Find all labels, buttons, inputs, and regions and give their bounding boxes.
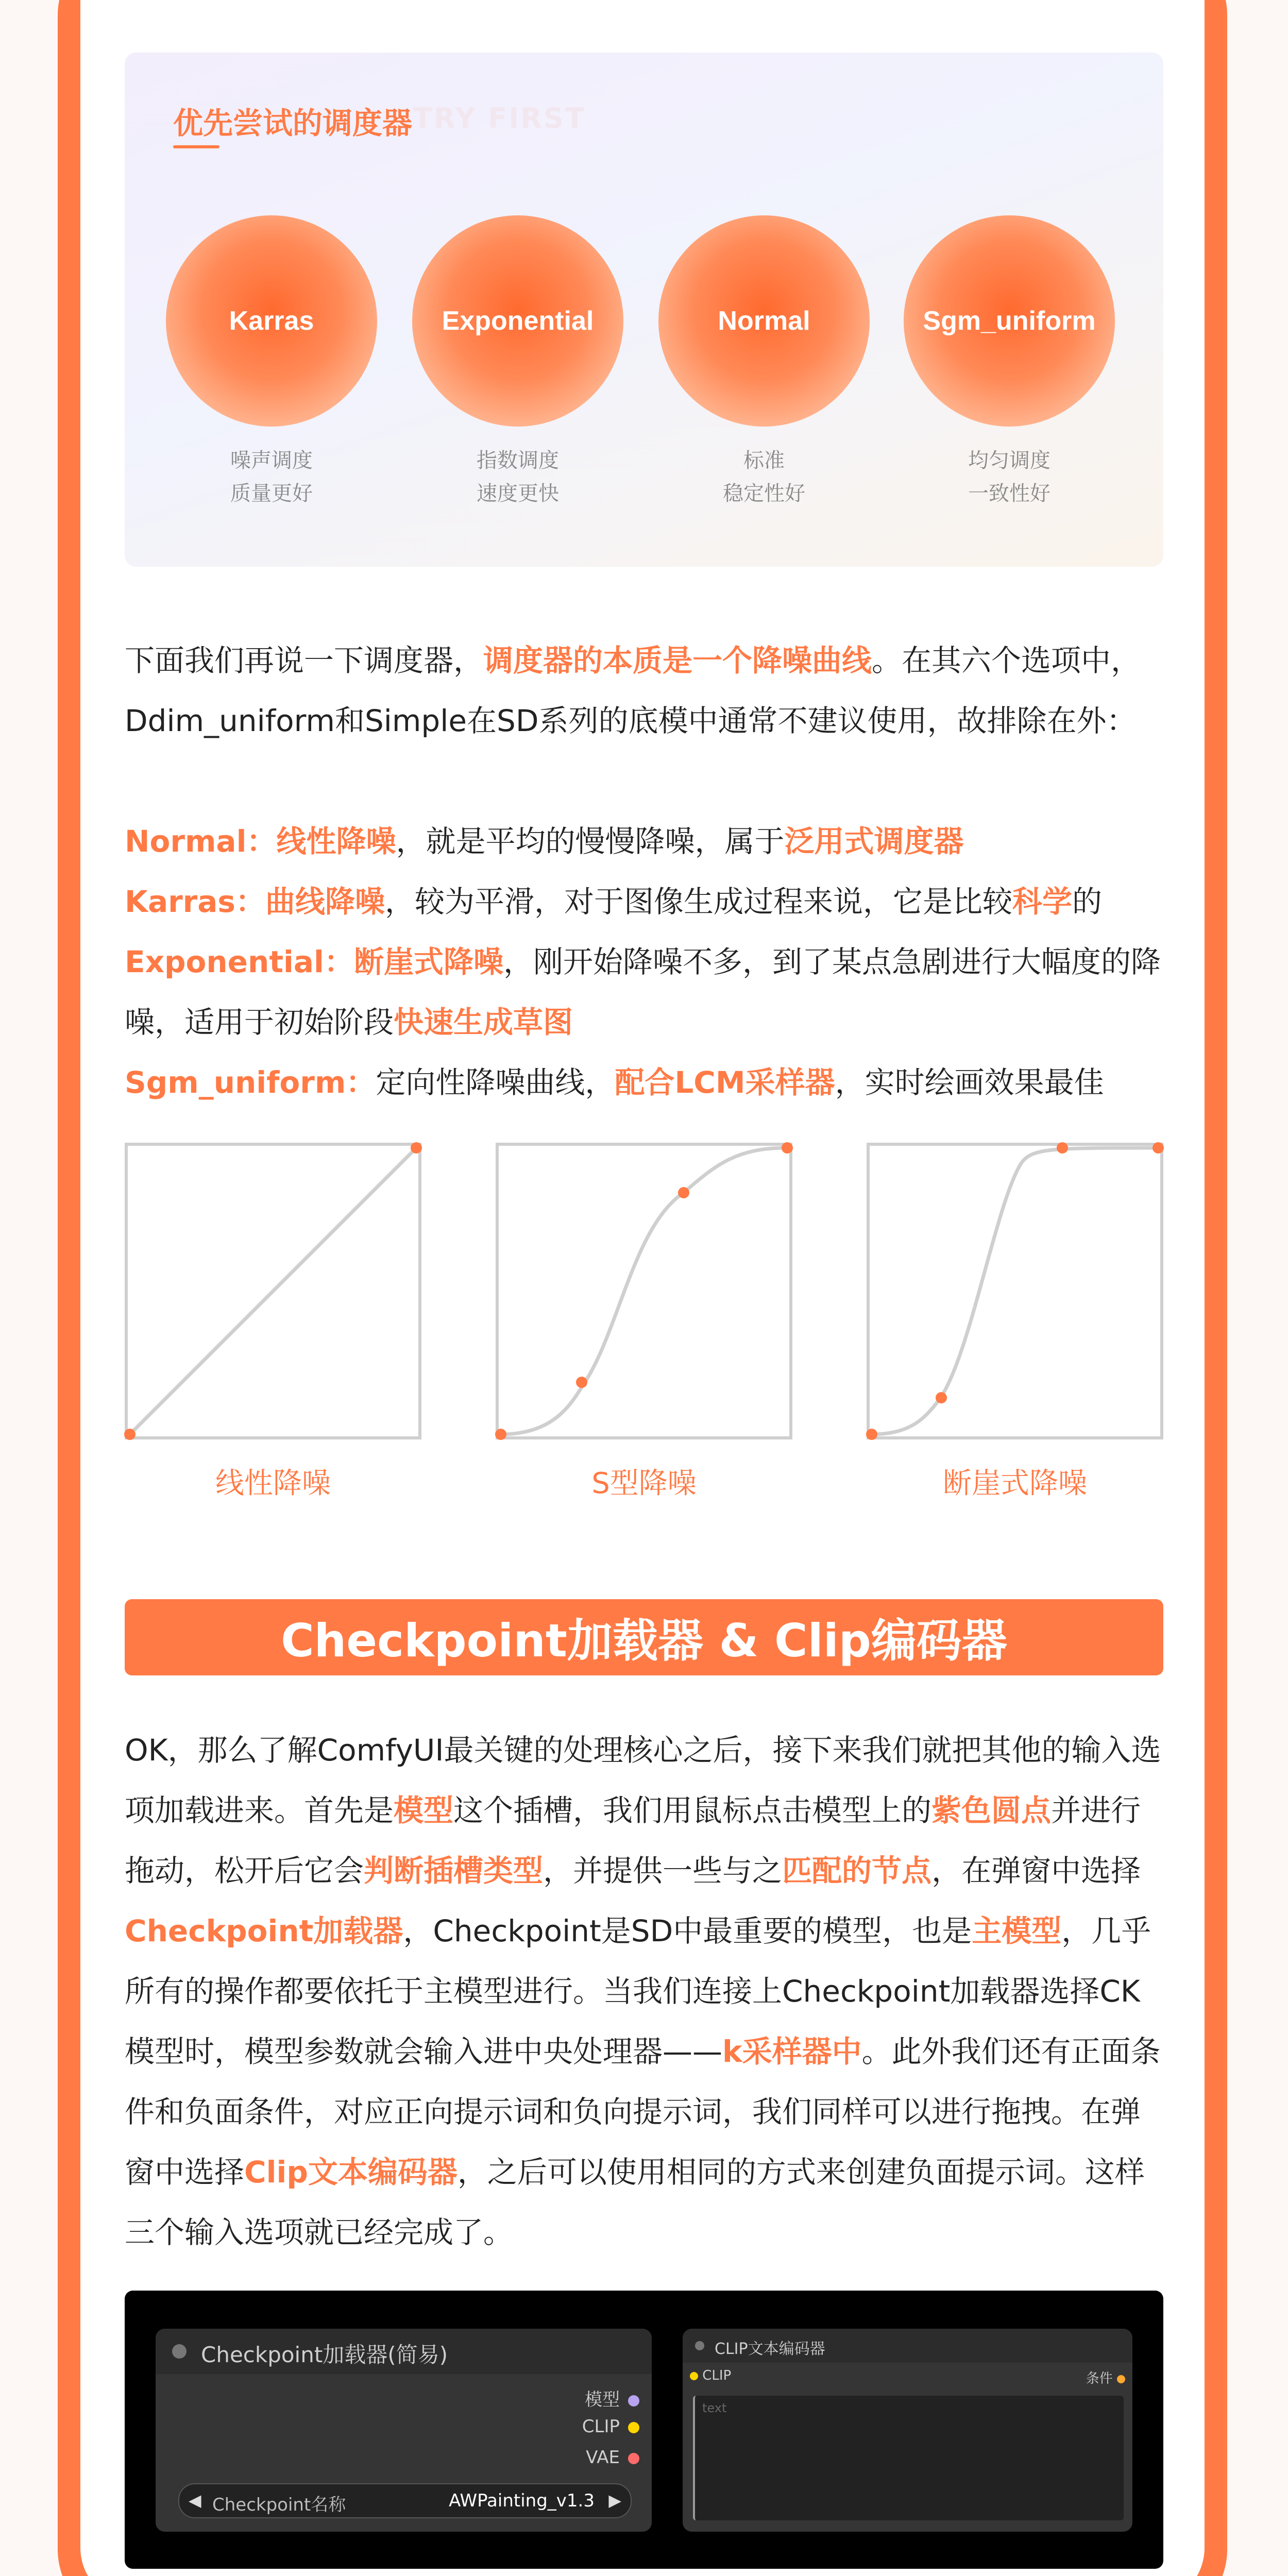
scheduler-circle-sgm-uniform: [904, 215, 1115, 427]
highlight: k采样器中: [722, 2034, 862, 2069]
highlight: 紫色圆点: [931, 1793, 1052, 1828]
linear-curve-diagram: [125, 1143, 421, 1439]
node-title: CLIP文本编码器: [715, 2340, 825, 2358]
linear-curve: [130, 1148, 416, 1434]
section-banner: Checkpoint加载器 & Clip编码器: [125, 1599, 1163, 1675]
curve-label: 断崖式降噪: [943, 1467, 1087, 1500]
highlight: 模型: [394, 1793, 454, 1828]
prompt-textarea[interactable]: [693, 2396, 1124, 2520]
clip-input-socket-icon[interactable]: [690, 2372, 698, 2380]
node-header[interactable]: [683, 2329, 1132, 2363]
scheduler-desc: [166, 444, 377, 510]
curve-point: [936, 1392, 947, 1403]
scheduler-desc: [412, 444, 623, 510]
highlight: 匹配的节点: [782, 1853, 932, 1888]
curve-label: S型降噪: [591, 1467, 697, 1500]
s-curve: [501, 1148, 787, 1434]
scheduler-desc: [904, 444, 1115, 510]
curve-label: 线性降噪: [215, 1467, 331, 1500]
highlight: 曲线降噪: [265, 884, 385, 919]
curve-point: [678, 1187, 689, 1198]
text: 这个插槽，我们用鼠标点击模型上的: [453, 1793, 932, 1828]
collapse-dot-icon[interactable]: [695, 2341, 704, 2350]
node-header[interactable]: [156, 2329, 652, 2374]
highlight: 判断插槽类型: [364, 1853, 544, 1888]
curve-point: [124, 1429, 135, 1440]
input-label: CLIP: [702, 2368, 732, 2383]
curve-point: [1057, 1142, 1068, 1154]
text: ，之后可以使用相同的方式来创建负面提示词。这样三个输入选项就已经完成了。: [125, 2155, 1145, 2250]
conditioning-socket-icon[interactable]: [1117, 2375, 1125, 2383]
checkpoint-paragraph: [125, 1720, 1163, 2263]
scheduler-name: Exponential: [442, 306, 594, 336]
highlight: Clip文本编码器: [244, 2155, 457, 2190]
desc-line: 质量更好: [230, 482, 313, 505]
checkpoint-loader-node[interactable]: [156, 2329, 652, 2532]
output-vae[interactable]: [586, 2447, 639, 2468]
scheduler-name: Normal: [718, 306, 810, 336]
collapse-dot-icon[interactable]: [172, 2344, 187, 2359]
output-label: CLIP: [582, 2416, 620, 2437]
scheduler-circle-normal: [658, 215, 870, 427]
scheduler-intro-paragraph: [125, 631, 1163, 751]
scheduler-key: Normal：: [125, 824, 277, 859]
karras-line: [125, 872, 1163, 932]
text: ，Checkpoint是SD中最重要的模型，也是: [403, 1913, 972, 1948]
highlight: 断崖式降噪: [353, 944, 503, 979]
clip-socket-icon[interactable]: [628, 2422, 639, 2433]
text: ，并提供一些与之: [543, 1853, 783, 1888]
desc-line: 一致性好: [968, 482, 1050, 505]
panel-title: 优先尝试的调度器: [173, 106, 413, 141]
text: OK，那么了解ComfyUI最关键的处理核心之后，接下来我们就把其他的输入选项加载进来。首先是: [125, 1733, 1161, 1828]
highlight: 线性降噪: [276, 824, 396, 859]
widget-value: AWPainting_v1.3: [449, 2490, 595, 2511]
curve-point: [576, 1377, 587, 1388]
vae-socket-icon[interactable]: [628, 2453, 639, 2464]
text: ，在弹窗中选择: [931, 1853, 1141, 1888]
s-curve-diagram: [496, 1143, 792, 1439]
text: 下面我们再说一下调度器，: [125, 643, 484, 678]
input-clip[interactable]: [690, 2368, 731, 2383]
scheduler-desc: [658, 444, 870, 510]
highlight: Checkpoint加载器: [125, 1913, 403, 1948]
text: 。在其六个选项中，Ddim_uniform和Simple在SD系列的底模中通常不建议使用，故排除在外：: [125, 643, 1141, 738]
next-arrow-icon[interactable]: ▶: [608, 2490, 621, 2510]
scheduler-name: Karras: [229, 306, 314, 336]
curve-frame: [497, 1144, 791, 1438]
output-label: 模型: [585, 2389, 620, 2410]
desc-line: 噪声调度: [230, 449, 313, 472]
comfyui-node-screenshot: [125, 2291, 1163, 2569]
desc-line: 稳定性好: [723, 482, 805, 505]
curve-frame: [868, 1144, 1162, 1438]
clip-text-encoder-node[interactable]: [683, 2329, 1132, 2532]
highlight: 泛用式调度器: [784, 824, 964, 859]
text: ，刚开始降噪不多，到了某点急剧进行大幅度的降噪，适用于初始阶段: [125, 944, 1161, 1040]
desc-line: 速度更快: [477, 482, 559, 505]
output-label: VAE: [586, 2447, 620, 2468]
sgm-uniform-line: [125, 1053, 1163, 1113]
text: ，较为平滑，对于图像生成过程来说，它是比较: [384, 884, 1012, 919]
scheduler-key: Karras：: [125, 884, 265, 919]
curve-point: [495, 1429, 506, 1440]
scheduler-key: Sgm_uniform：: [125, 1065, 376, 1100]
scheduler-circle-exponential: [412, 215, 623, 427]
curve-point: [411, 1142, 422, 1154]
normal-line: [125, 811, 1163, 872]
widget-label: Checkpoint名称: [212, 2495, 346, 2515]
text: 并进行拖动，松开后它会: [125, 1793, 1141, 1888]
desc-line: 标准: [743, 449, 785, 472]
highlight: 快速生成草图: [394, 1005, 573, 1040]
exponential-line: [125, 932, 1163, 1053]
node-title: Checkpoint加载器(简易): [201, 2342, 448, 2367]
desc-line: 均匀调度: [968, 449, 1050, 472]
scheduler-circle-karras: [166, 215, 377, 427]
curve-point: [782, 1142, 793, 1154]
output-conditioning[interactable]: [1086, 2368, 1125, 2387]
text: ，几乎所有的操作都要依托于主模型进行。当我们连接上Checkpoint加载器选择CK模型时，模型参数就会输入进中央处理器——: [125, 1913, 1151, 2069]
scheduler-name: Sgm_uniform: [923, 306, 1096, 336]
highlight: 科学: [1012, 884, 1072, 919]
highlight: 配合LCM采样器: [615, 1065, 835, 1100]
output-label: 条件: [1086, 2371, 1113, 2386]
output-model[interactable]: [585, 2385, 639, 2411]
text: 定向性降噪曲线，: [376, 1065, 615, 1100]
title-underline: [173, 145, 219, 148]
curve-point: [1153, 1142, 1164, 1154]
text: 。此外我们还有正面条件和负面条件，对应正向提示词和负向提示词，我们同样可以进行拖拽。在弹窗中选择: [125, 2034, 1161, 2190]
highlight: 主模型: [972, 1913, 1062, 1948]
text: ，实时绘画效果最佳: [835, 1065, 1104, 1100]
steep-curve-diagram: [867, 1143, 1163, 1439]
curve-point: [866, 1429, 877, 1440]
prev-arrow-icon[interactable]: ◀: [189, 2490, 201, 2510]
checkpoint-name-selector[interactable]: [178, 2483, 632, 2518]
textarea-placeholder: text: [702, 2401, 727, 2415]
text: 的: [1072, 884, 1103, 919]
text: ，就是平均的慢慢降噪，属于: [396, 824, 785, 859]
scheduler-key: Exponential：: [125, 944, 354, 979]
output-clip[interactable]: [582, 2416, 639, 2437]
model-socket-icon[interactable]: [628, 2395, 639, 2406]
steep-curve: [872, 1148, 1158, 1434]
scheduler-panel: [125, 53, 1163, 567]
panel-watermark: TRY FIRST: [413, 102, 586, 134]
highlight: 调度器的本质是一个降噪曲线: [483, 643, 872, 678]
desc-line: 指数调度: [477, 449, 559, 472]
